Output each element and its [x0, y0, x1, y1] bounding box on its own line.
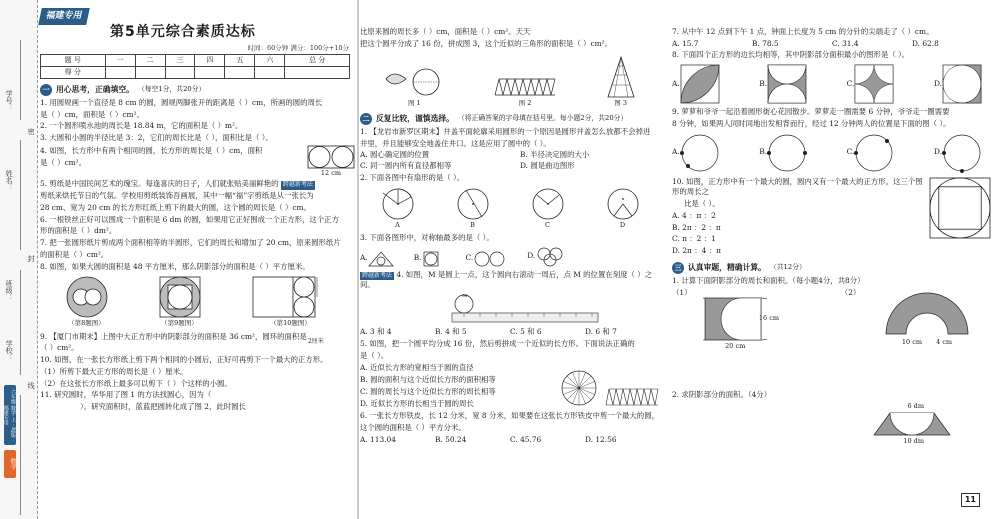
- score-table: [40, 54, 350, 79]
- question-text: 比是（ ）。: [684, 199, 720, 209]
- fig10-dimension: 2厘米: [308, 338, 324, 345]
- right-page: [672, 0, 992, 519]
- question-text: 2. 下面各图中有扇形的是（ ）。: [360, 172, 465, 182]
- option-d[interactable]: D. 12.56: [585, 434, 617, 444]
- option-label: C.: [465, 253, 474, 263]
- question-text: 8. 下面四个正方形的边长均相等，其中阴影部分面积最小的图形是（ ）。: [672, 50, 910, 60]
- question-text: 3. 下面各图形中，对称轴最多的是（ ）。: [360, 232, 494, 242]
- binding-strip: [0, 0, 38, 519]
- q8-option-a[interactable]: [672, 64, 720, 104]
- q8-option-b[interactable]: [759, 64, 807, 104]
- q6-options: [360, 435, 660, 446]
- score-input-cell[interactable]: [255, 67, 285, 79]
- q3-option-d[interactable]: [527, 247, 565, 267]
- dimension-label: 4 cm: [936, 337, 953, 346]
- page-fold: [357, 0, 359, 519]
- question-text: 6. 一根铁丝正好可以围成一个面积是 6 dm 的圆，如果用它正好围成一个正方形，这个正方: [40, 214, 339, 224]
- section-title: 认真审题，精确计算。: [688, 263, 766, 273]
- option-d[interactable]: D. 圆是曲边图形: [520, 161, 575, 171]
- score-input-cell[interactable]: [105, 67, 135, 79]
- svg-text:M: M: [462, 294, 468, 300]
- q2-option-a[interactable]: [381, 187, 415, 230]
- score-header-cell: 五: [225, 55, 255, 67]
- question-text: 6. 一张长方形铁皮，长 12 分米，宽 8 分米，如果要在这张长方形铁皮中剪一个最大的圆，: [360, 411, 659, 421]
- option-label: A: [395, 220, 400, 229]
- question-text: 井里，并且能够安全地盖住井口。这是应用了圆中的（ ）。: [360, 138, 551, 148]
- q7-options: [672, 39, 992, 50]
- option-d[interactable]: D. 2π ：4 ：π: [672, 246, 721, 256]
- figure-caption: （第8题图）: [68, 319, 105, 328]
- fig-q8: [65, 275, 109, 328]
- question-text: 10. 如图，在一张长方形纸上剪下两个相同的小圆后，正好可再剪下一个最大的正方形。: [40, 355, 328, 365]
- question-text: 把这个圆平分成了 16 份，拼成图 3，这个近似的三角形的面积是（ ）cm²。: [360, 38, 612, 48]
- calc-figure-1: [703, 296, 767, 351]
- dimension-label: 6 dm: [907, 401, 924, 410]
- middle-page: [360, 0, 660, 519]
- option-d[interactable]: D. 近似长方形的长相当于圆的周长: [360, 398, 474, 408]
- option-label: C.: [846, 78, 855, 88]
- option-b[interactable]: B. 2π ：2 ：π: [672, 222, 721, 232]
- question-text: 1. 用圆规画一个直径是 8 cm 的圆，圆规两脚张开的距离是（ ）cm，所画的圆的周长: [40, 98, 323, 107]
- score-header-cell: 四: [195, 55, 225, 67]
- question-text: 是（ ）。: [360, 350, 389, 360]
- question-text: 5. 如图，把一个圆平均分成 16 份，然后剪拼成一个近似的长方形。下面说法正确的: [360, 338, 635, 348]
- figure-caption: （第10题图）: [270, 319, 311, 328]
- question-text: 2. 求阴影部分的面积。（4分）: [672, 389, 772, 399]
- dimension-label: 10 dm: [903, 437, 924, 446]
- q8-10-figures: [40, 275, 355, 328]
- province-tag: 福建专用: [38, 8, 90, 25]
- fig-q9: [158, 275, 202, 328]
- score-header-cell: 总 分: [285, 55, 350, 67]
- time-score-meta: 时间：60分钟 满分：100分+10分: [247, 44, 349, 52]
- option-label: C.: [846, 147, 855, 157]
- q9-option-a[interactable]: [672, 133, 720, 173]
- score-header-cell: 一: [105, 55, 135, 67]
- q4-ruler-figure: [360, 294, 660, 324]
- question-text: 10. 如图，正方形中有一个最大的圆，圆内又有一个最大的正方形。这三个图形的周长之: [672, 176, 923, 197]
- q3-option-a[interactable]: [360, 251, 394, 267]
- section-note: （每空1分，共20分）: [137, 85, 206, 94]
- option-b[interactable]: B. 50.24: [435, 434, 467, 444]
- option-label: A.: [672, 147, 680, 157]
- question-text: 7. 把一张圆形纸片剪成两个面积相等的半圆形，它们的周长和增加了 20 cm，原来圆形纸片: [40, 238, 341, 248]
- score-input-cell[interactable]: [135, 67, 165, 79]
- question-text: （1）所剪下最大正方形的周长是（ ）厘米。: [40, 366, 188, 376]
- option-a[interactable]: A. 4 ：π ：2: [672, 210, 716, 220]
- option-c[interactable]: C. 圆的周长与这个近似长方形的周长相等: [360, 386, 496, 396]
- question-text: 是（ ）cm²。: [40, 157, 87, 167]
- binding-tag-subject: 数学: [4, 450, 16, 478]
- question-text: 比原来圆的周长多（ ）cm，面积是（ ）cm²。天天: [360, 27, 531, 36]
- option-label: B.: [759, 78, 768, 88]
- q2-option-c[interactable]: [531, 187, 565, 230]
- option-c[interactable]: C. 5 和 6: [510, 327, 542, 337]
- option-d[interactable]: D. 6 和 7: [585, 327, 617, 337]
- question-text: 11. 研究圆时，华华用了图 1 的方法找圆心，因为（: [40, 390, 212, 400]
- question-text: ）。研究面积时，蓝蓝把圆转化成了图 2，此时圆长: [80, 402, 246, 412]
- question-text: 8. 如图，如果大圆的面积是 48 平方厘米，那么阴影部分的面积是（ ）平方厘米。: [40, 261, 310, 271]
- question-text: 1. 【龙岩市新罗区期末】井盖平面轮廓采用圆形的一个原因是圆形井盖怎么放都不会掉进: [360, 126, 651, 136]
- seal-mark-2: 封: [27, 255, 36, 262]
- q10-figure: [928, 176, 992, 240]
- section-1: [40, 80, 355, 414]
- name-label: 姓名：: [5, 170, 14, 191]
- question-text: 9. 【厦门市期末】上图中大正方形中的阴影部分的面积是 36 cm²，圆环的面积是: [40, 331, 307, 341]
- option-label: C: [545, 220, 550, 229]
- q8-options: [672, 64, 992, 104]
- fig-3: [606, 55, 636, 108]
- page-title: 第5单元综合素质达标: [110, 24, 256, 40]
- q3-option-b[interactable]: [414, 251, 446, 267]
- question-text: 形的面积是（ ）dm²。: [40, 226, 117, 236]
- option-label: A.: [360, 253, 368, 263]
- option-label: D: [619, 220, 626, 229]
- section-number: 三: [672, 262, 684, 274]
- q3-option-c[interactable]: [465, 251, 507, 267]
- fig-2: [493, 75, 557, 108]
- new-exam-tag: 跨越新考法: [362, 271, 393, 279]
- question-text: 3. 大圆和小圆的半径比是 3：2，它们的周长比是（ ），面积比是（ ）。: [40, 133, 273, 143]
- option-label: D.: [527, 251, 536, 261]
- q5-figure: [560, 365, 660, 407]
- question-text: 是（ ）cm，面积是（ ）cm²。: [40, 109, 144, 119]
- option-b[interactable]: B. 4 和 5: [435, 327, 467, 337]
- q8-option-c[interactable]: [847, 64, 895, 104]
- score-input-cell[interactable]: [285, 67, 350, 79]
- section-title: 用心思考，正确填空。: [56, 85, 134, 95]
- class-label: 班级：: [5, 280, 14, 301]
- option-a[interactable]: A. 3 和 4: [360, 327, 392, 337]
- q3-options: [360, 247, 660, 267]
- score-input-cell[interactable]: [225, 67, 255, 79]
- score-header-cell: 二: [135, 55, 165, 67]
- q4-options: [360, 327, 660, 338]
- option-label: D.: [933, 147, 942, 157]
- seal-mark-3: 线: [27, 382, 36, 389]
- question-text: 4. 如图，长方形中有两个相同的圆，长方形的周长是（ ）cm，面积: [40, 145, 263, 155]
- fig-q10: [251, 275, 331, 328]
- option-label: B: [470, 220, 475, 229]
- section-note: （将正确答案的字母填在括号里。每小题2分，共20分）: [457, 113, 628, 122]
- option-a[interactable]: A. 15.7: [672, 38, 699, 48]
- option-a[interactable]: A. 113.04: [360, 434, 396, 444]
- option-label: B.: [413, 253, 422, 263]
- question-text: 28 cm、宽为 20 cm 的长方形红纸上剪下的最大的圆，这个圆的周长是（ ）cm。: [40, 202, 311, 212]
- question-text: 9. 萝萝和爷爷一起沿着圆形街心花园散步。萝萝走一圈需要 6 分钟，爷爷走一圈需要: [672, 107, 950, 117]
- option-label: B.: [759, 147, 768, 157]
- option-c[interactable]: C. 45.76: [510, 434, 542, 444]
- figure-caption: 图 1: [407, 99, 421, 108]
- q2-option-b[interactable]: [456, 187, 490, 230]
- binding-tag-grade: 六年级 数学 上 · RJ版 · 福建专用: [4, 385, 16, 445]
- q4-figure: [307, 145, 355, 178]
- q9-option-c[interactable]: [847, 133, 895, 173]
- option-label: A.: [672, 78, 680, 88]
- q8-option-d[interactable]: [934, 64, 982, 104]
- figure-caption: 图 2: [518, 99, 532, 108]
- question-text: 7. 从中午 12 点到下午 1 点，钟面上长度为 5 cm 的分针的尖端走了（ ）cm。: [672, 27, 934, 36]
- q2-option-d[interactable]: [606, 187, 640, 230]
- question-text: 1. 计算下面阴影部分的周长和面积。（每小题4分，共8分）: [672, 275, 865, 285]
- sub-question-label: （2）: [840, 287, 861, 297]
- section-number: 二: [360, 113, 372, 125]
- score-label-cell: 得 分: [41, 67, 106, 79]
- score-input-cell[interactable]: [165, 67, 195, 79]
- question-text: 4. 如图，M 是圆上一点，这个圆向右滚动一周后，点 M 的位置在刻度（ ）之间。: [360, 269, 653, 290]
- question-text: 2. 一个圆形喷水池的周长是 18.84 m，它的面积是（ ）m²。: [40, 121, 243, 131]
- option-c[interactable]: C. π ：2 ：1: [672, 234, 716, 244]
- score-header-cell: 题 号: [41, 55, 106, 67]
- new-exam-tag: 跨越新考法: [282, 181, 313, 189]
- option-b[interactable]: B. 78.5: [752, 38, 779, 48]
- option-b[interactable]: B. 圆的面积与这个近似长方形的面积相等: [360, 375, 496, 385]
- option-a[interactable]: A. 圆心确定圆的位置: [360, 150, 430, 160]
- dimension-label: 10 cm: [901, 337, 923, 346]
- option-a[interactable]: A. 近似长方形的宽相当于圆的直径: [360, 363, 474, 373]
- q9-options: [672, 133, 992, 173]
- q9-option-d[interactable]: [934, 133, 982, 173]
- dimension-label: 16 cm: [758, 313, 780, 322]
- seal-mark-1: 密: [27, 128, 36, 135]
- school-label: 学校：: [5, 340, 14, 361]
- option-c[interactable]: C. 31.4: [832, 38, 859, 48]
- calc-figure-3: [672, 402, 992, 447]
- question-text: （ ）cm²。: [40, 343, 79, 353]
- q9-option-b[interactable]: [759, 133, 807, 173]
- score-header-cell: 六: [255, 55, 285, 67]
- q4-dimension: 12 cm: [320, 168, 342, 177]
- fig-1: [384, 65, 444, 108]
- page-number: 11: [961, 493, 980, 507]
- question-text: 8 分钟，如果两人同时同地出发相背而行，经过 12 分钟两人的位置是下面的图（ ）。: [672, 118, 951, 128]
- question-text: 5. 剪纸是中国民间艺术的瑰宝。每逢喜庆的日子，人们就张贴美丽鲜艳的: [40, 179, 279, 189]
- option-b[interactable]: B. 半径决定圆的大小: [520, 150, 590, 160]
- score-input-cell[interactable]: [195, 67, 225, 79]
- dimension-label: 20 cm: [725, 341, 746, 350]
- left-page: [40, 0, 355, 519]
- figure-caption: 图 3: [614, 99, 627, 108]
- q2-options-figures: [360, 187, 660, 230]
- question-text: 剪纸来烘托节日的气氛。学校用剪纸装饰吾画展，其中一幅“福”字剪纸是从一张长为: [40, 191, 314, 201]
- section-title: 反复比较，谨慎选择。: [376, 114, 454, 124]
- figure-caption: （第9题图）: [161, 319, 198, 328]
- question-text: 这个圆的面积是（ ）平方分米。: [360, 423, 466, 433]
- score-header-cell: 三: [165, 55, 195, 67]
- section-note: （共12分）: [769, 262, 806, 271]
- q11-figures: [360, 55, 660, 108]
- question-text: 的面积是（ ）cm²。: [40, 249, 109, 259]
- student-number-label: 学号：: [5, 90, 14, 111]
- calc-figure-2: [882, 292, 972, 347]
- question-text: （2）在这张长方形纸上最多可以剪下（ ）个这样的小圆。: [40, 378, 232, 388]
- section-2-header: [360, 113, 660, 125]
- section-number: 一: [40, 84, 52, 96]
- sub-question-label: （1）: [672, 287, 692, 297]
- option-label: D.: [933, 78, 942, 88]
- section-3-header: [672, 262, 992, 274]
- option-c[interactable]: C. 同一圆内所有直径都相等: [360, 161, 452, 171]
- option-d[interactable]: D. 62.8: [912, 38, 939, 48]
